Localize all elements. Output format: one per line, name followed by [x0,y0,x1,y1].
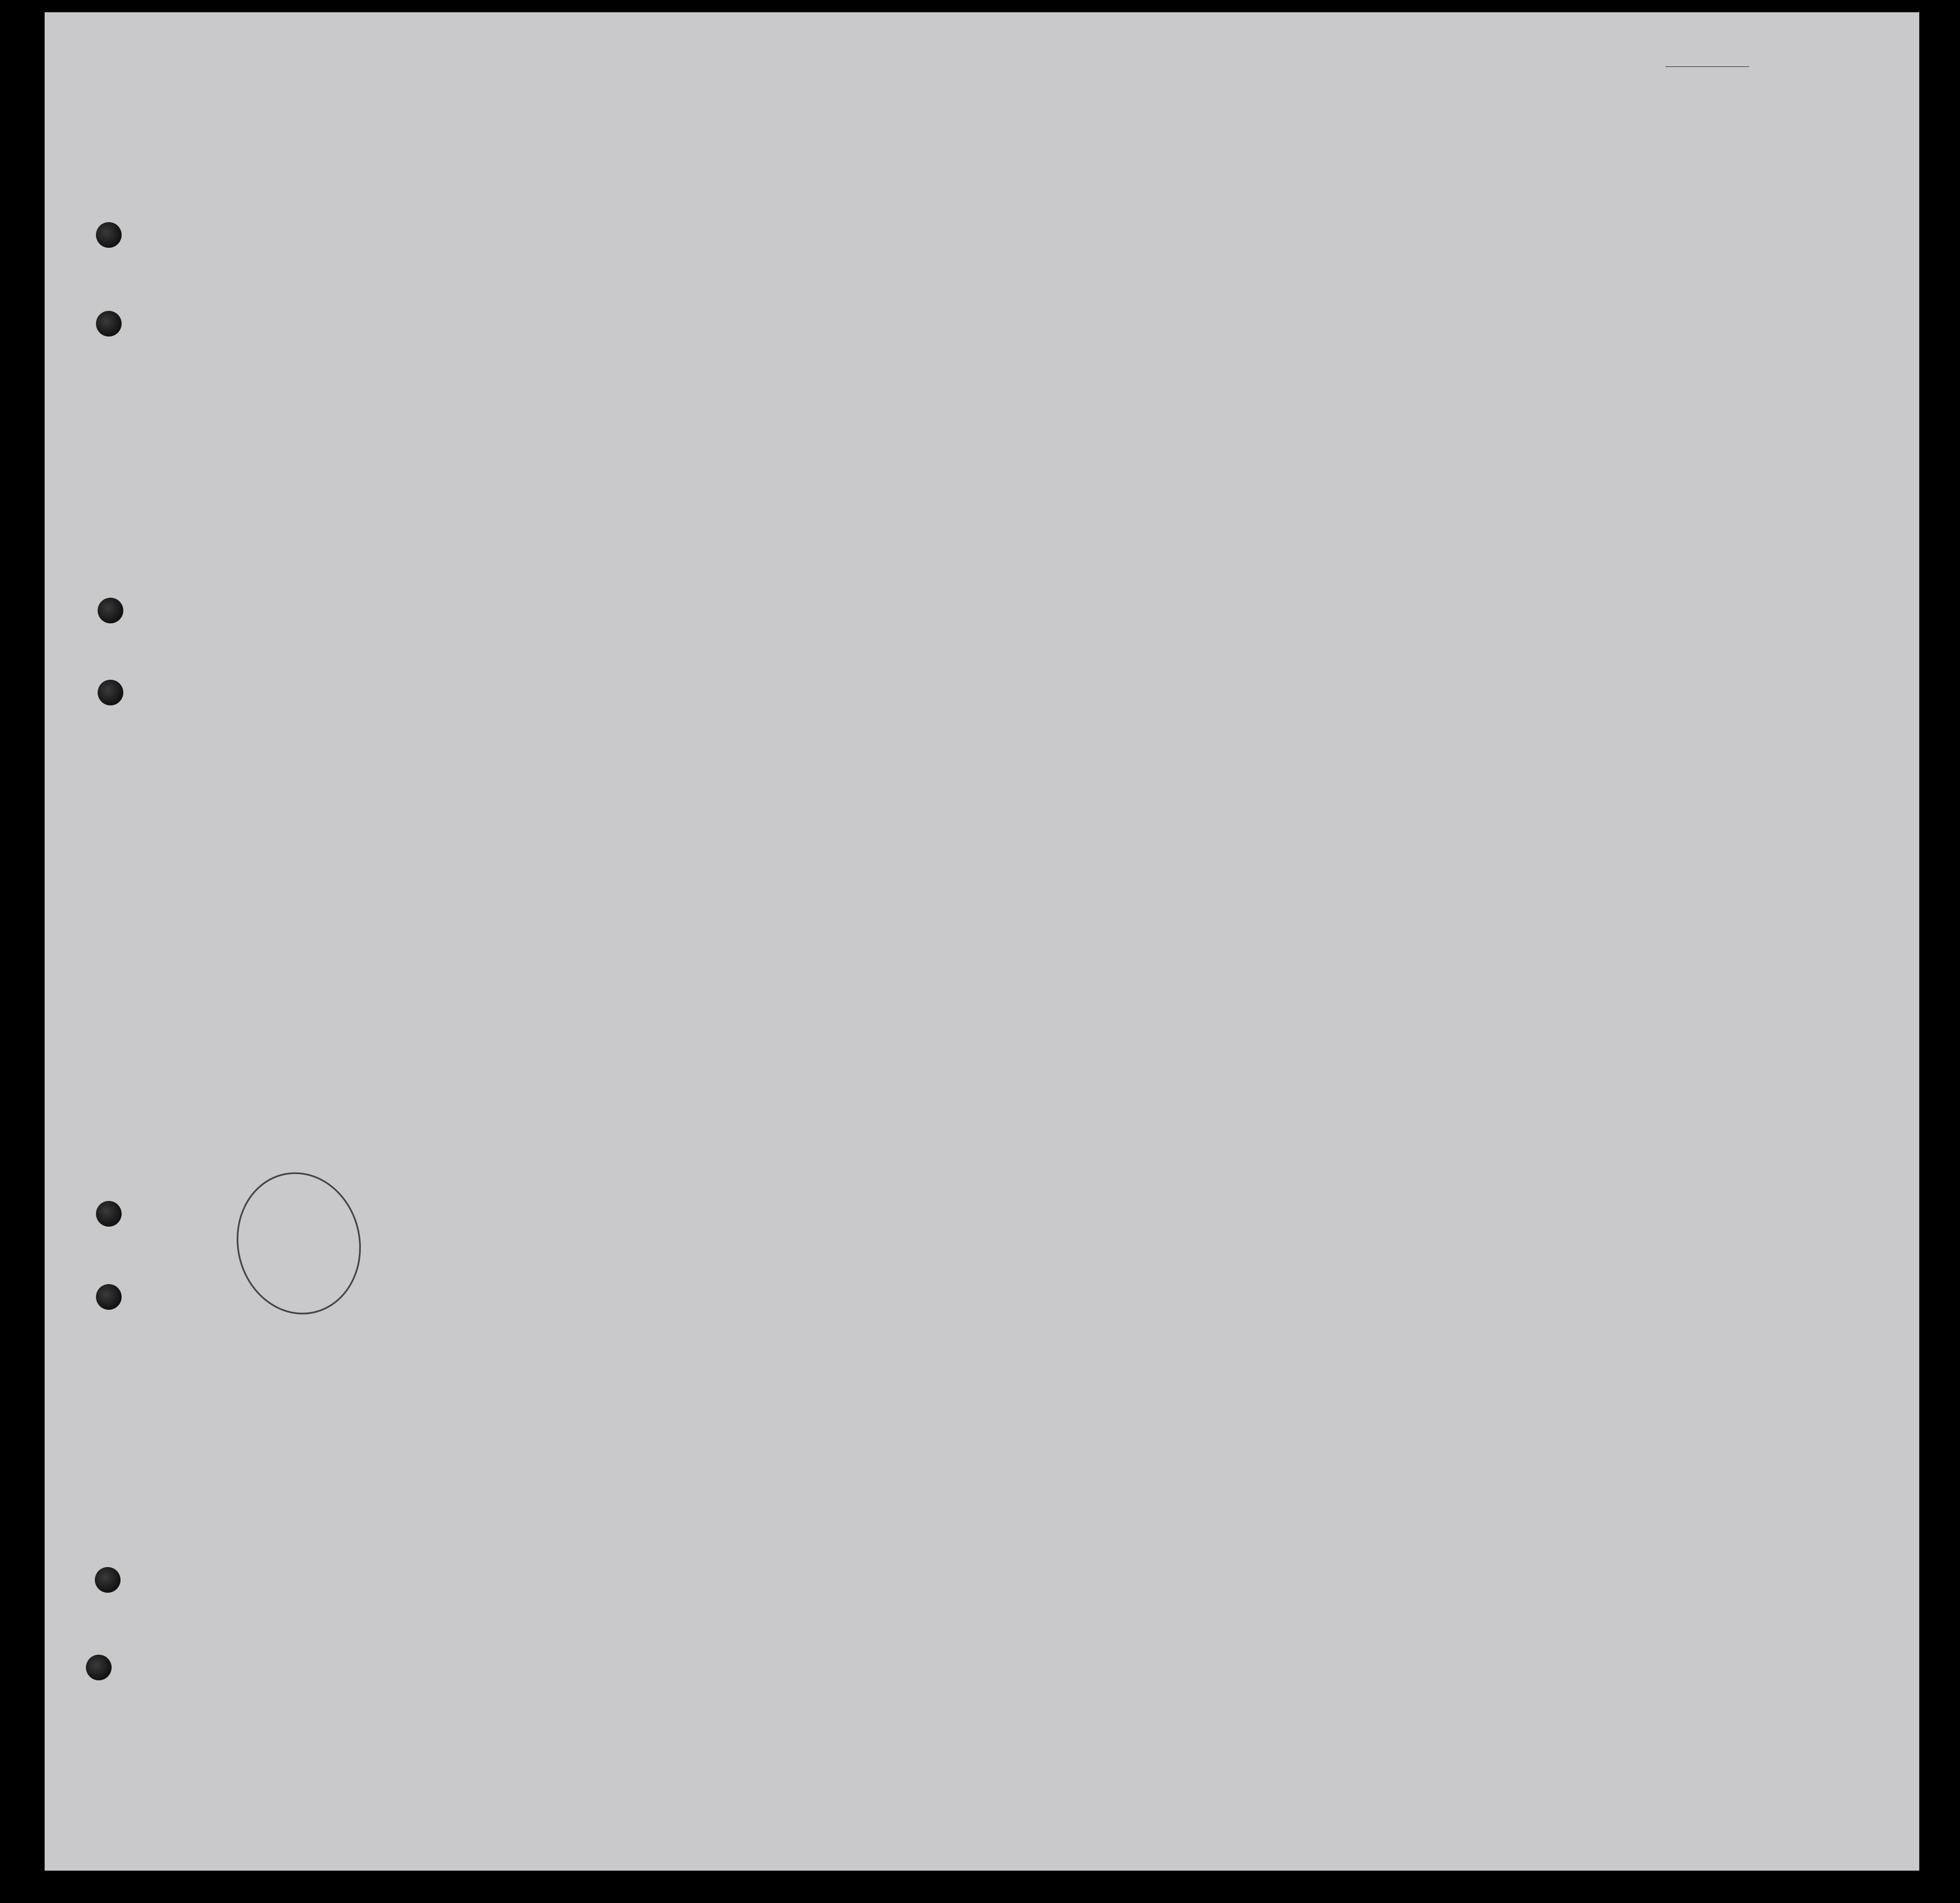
punch-hole [96,311,122,337]
punch-hole [86,1655,112,1680]
punch-hole [96,1201,122,1227]
punch-hole [96,222,122,248]
punch-hole [98,598,123,623]
punch-hole [96,1284,122,1310]
punch-hole [95,1567,121,1593]
punch-hole [98,680,123,705]
